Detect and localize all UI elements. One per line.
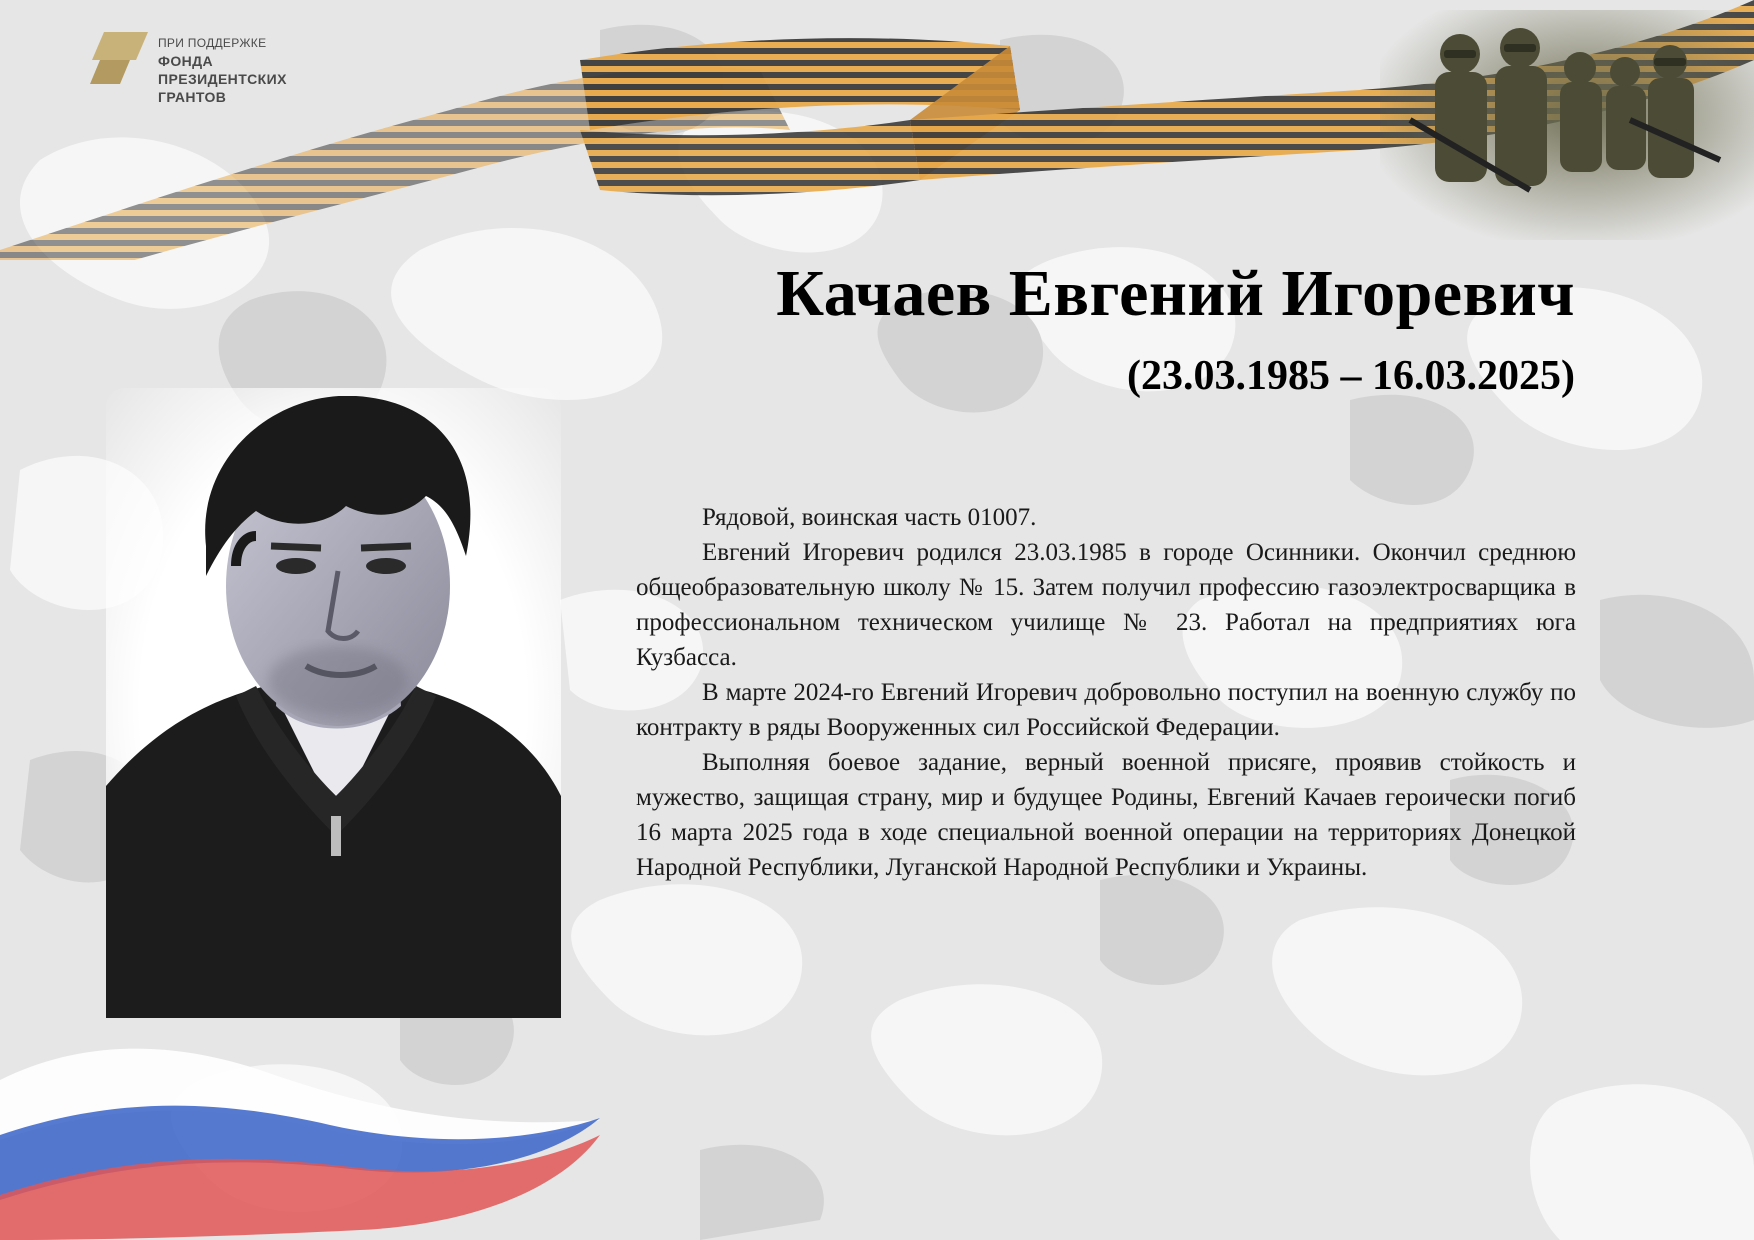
logo-fund-line-1: ФОНДА <box>158 53 214 69</box>
logo-fund-line-3: ГРАНТОВ <box>158 89 227 105</box>
fund-logo-text <box>158 34 287 106</box>
logo-support-line: ПРИ ПОДДЕРЖКЕ <box>158 36 267 50</box>
hero-name: Качаев Евгений Игоревич <box>776 257 1575 330</box>
presidential-grants-fund-logo <box>90 26 350 116</box>
bio-paragraph-death: Выполняя боевое задание, верный военной присяге, проявив стойкость и мужество, защищая страну, мир и будущее Родины, Евгений Качаев героически погиб 16 марта 2025 года в ходе специальной военной операции на территориях Донецкой Народной Республики, Луганской Народной Республики и Украины. <box>636 749 1576 881</box>
bio-paragraph-service: В марте 2024-го Евгений Игоревич добровольно поступил на военную службу по контракту в ряды Вооруженных сил Российской Федерации. <box>636 679 1576 741</box>
bio-paragraph-early-life: Евгений Игоревич родился 23.03.1985 в городе Осинники. Окончил среднюю общеобразовательную школу № 15. Затем получил профессию газоэлектросварщика в профессиональном техническом училище № 23. Работал на предприятиях юга Кузбасса. <box>636 539 1576 671</box>
fund-logo-mark-icon <box>90 30 150 86</box>
soldiers-illustration <box>1380 10 1754 240</box>
biography <box>636 500 1576 885</box>
hero-life-dates: (23.03.1985 – 16.03.2025) <box>1127 353 1575 399</box>
portrait-photo <box>106 396 561 1018</box>
russian-flag-wave <box>0 1040 700 1240</box>
logo-fund-line-2: ПРЕЗИДЕНТСКИХ <box>158 71 287 87</box>
bio-paragraph-rank: Рядовой, воинская часть 01007. <box>702 504 1037 531</box>
